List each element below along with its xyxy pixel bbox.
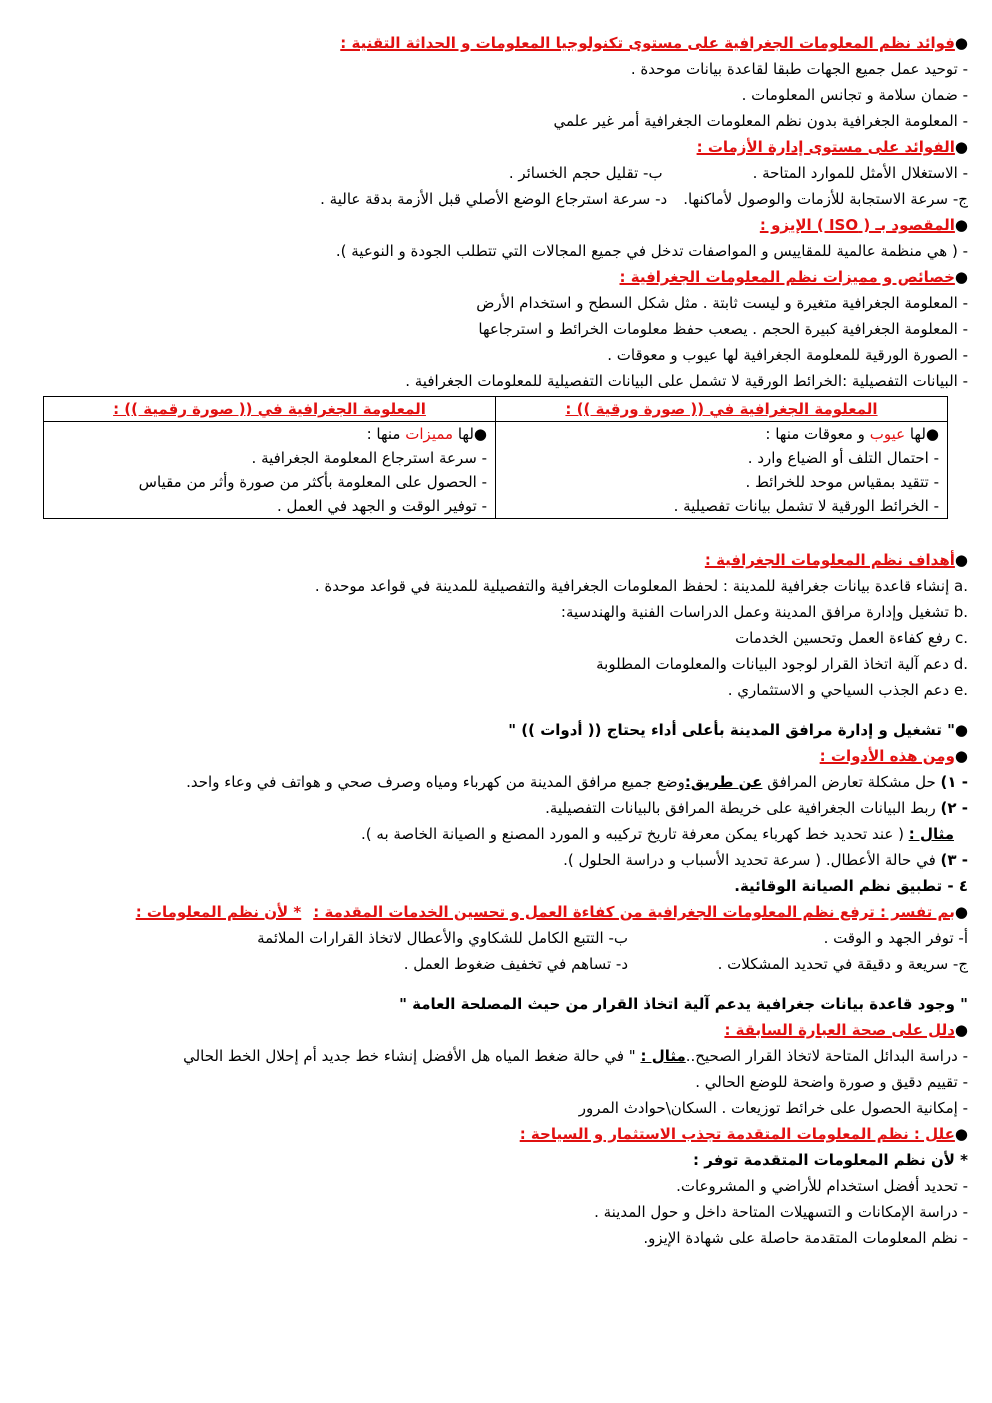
table-header-row: [44, 397, 948, 422]
table-cell-item: - الحصول على المعلومة بأكثر من صورة وأثر من مقياس: [138, 473, 487, 491]
list-item: - إمكانية الحصول على خرائط توزيعات . السكان\حوادث المرور: [578, 1099, 968, 1117]
list-item: - دراسة البدائل المتاحة لاتخاذ القرار الصحيح..مثال : " في حالة ضغط المياه هل الأفضل إنشاء خط جديد أم إحلال الخط الحالي: [183, 1047, 968, 1065]
list-item: - المعلومة الجغرافية متغيرة و ليست ثابتة . مثل شكل السطح و استخدام الأرض: [476, 294, 968, 312]
example-line: مثال : ( عند تحديد خط كهرباء يمكن معرفة تاريخ تركيبه و المورد المصنع و الصيانة الخاصة به ).: [361, 825, 954, 843]
list-item: c. رفع كفاءة العمل وتحسين الخدمات: [735, 629, 968, 647]
bullet-icon: ●: [954, 138, 968, 156]
quote-database: " وجود قاعدة بيانات جغرافية يدعم آلية اتخاذ القرار من حيث المصلحة العامة ": [399, 995, 968, 1013]
section-heading-prove: ●دلل على صحة العبارة السابقة :: [22, 1017, 968, 1043]
section-heading-iso: ●المقصود بـ ( ISO ) الإيزو :: [22, 212, 968, 238]
bullet-icon: ●: [954, 747, 968, 765]
list-item: ٤ - تطبيق نظم الصيانة الوقائية.: [734, 877, 968, 895]
list-item: - المعلومة الجغرافية كبيرة الحجم . يصعب حفظ معلومات الخرائط و استرجاعها: [478, 320, 968, 338]
bullet-icon: ●: [925, 425, 939, 443]
list-item: b. تشغيل وإدارة مرافق المدينة وعمل الدراسات الفنية والهندسية:: [560, 603, 968, 621]
list-item: - ١) حل مشكلة تعارض المرافق عن طريق:وضع جميع مرافق المدينة من كهرباء ومياه وصرف صحي و هواتف في وعاء واحد.: [186, 773, 968, 791]
bullet-icon: ●: [954, 268, 968, 286]
table-cell-item: - الخرائط الورقية لا تشمل بيانات تفصيلية .: [673, 497, 939, 515]
quote-tools: ●" تشغيل و إدارة مرافق المدينة بأعلى أداء يحتاج (( أدوات )) ": [22, 717, 968, 743]
comparison-table: [43, 396, 948, 519]
section-heading-gis-features: ●خصائص و مميزات نظم المعلومات الجغرافية :: [22, 264, 968, 290]
section-heading-explain: ●بم تفسر : ترفع نظم المعلومات الجغرافية من كفاءة العمل و تحسين الخدمات المقدمة :* لأن نظم المعلومات :: [22, 899, 968, 925]
bullet-icon: ●: [954, 1125, 968, 1143]
table-cell-item: - توفير الوقت و الجهد في العمل .: [277, 497, 487, 515]
table-cell-digital: [44, 422, 496, 519]
table-header-digital: المعلومة الجغرافية في (( صورة رقمية )) :: [44, 397, 496, 422]
table-cell-intro: ●لها مميزات منها :: [366, 425, 487, 443]
list-item: - تحديد أفضل استخدام للأراضي و المشروعات.: [676, 1177, 968, 1195]
bullet-icon: ●: [954, 1021, 968, 1039]
section-heading-justify: ●علل : نظم المعلومات المتقدمة تجذب الاستثمار و السياحة :: [22, 1121, 968, 1147]
list-item: e. دعم الجذب السياحي و الاستثماري .: [727, 681, 968, 699]
list-item: - دراسة الإمكانات و التسهيلات المتاحة داخل و حول المدينة .: [594, 1203, 968, 1221]
list-item: - ( هي منظمة عالمية للمقاييس و المواصفات تدخل في جميع المجالات التي تتطلب الجودة و النوعية ).: [335, 242, 968, 260]
bullet-icon: ●: [954, 903, 968, 921]
list-item: أ- توفر الجهد و الوقت .ب- التتبع الكامل للشكاوي والأعطال لاتخاذ القرارات الملائمة: [257, 929, 968, 947]
list-item: ج- سريعة و دقيقة في تحديد المشكلات .د- تساهم في تخفيف ضغوط العمل .: [403, 955, 968, 973]
list-item: - الصورة الورقية للمعلومة الجغرافية لها عيوب و معوقات .: [607, 346, 968, 364]
section-heading-crisis-benefits: ●الفوائد على مستوى إدارة الأزمات :: [22, 134, 968, 160]
list-item: - المعلومة الجغرافية بدون نظم المعلومات الجغرافية أمر غير علمي: [553, 112, 968, 130]
answer-line: * لأن نظم المعلومات المتقدمة توفر :: [693, 1151, 968, 1169]
table-cell-paper: [496, 422, 948, 519]
list-item: - نظم المعلومات المتقدمة حاصلة على شهادة الإيزو.: [643, 1229, 968, 1247]
list-item: d. دعم آلية اتخاذ القرار لوجود البيانات والمعلومات المطلوبة: [596, 655, 968, 673]
bullet-icon: ●: [954, 216, 968, 234]
table-row: [44, 422, 948, 519]
section-heading-it-benefits: ●فوائد نظم المعلومات الجغرافية على مستوى تكنولوجيا المعلومات و الحداثة التقنية :: [22, 30, 968, 56]
table-cell-item: - سرعة استرجاع المعلومة الجغرافية .: [251, 449, 487, 467]
bullet-icon: ●: [954, 721, 968, 739]
table-cell-item: - احتمال التلف أو الضياع وارد .: [747, 449, 939, 467]
table-header-paper: المعلومة الجغرافية في (( صورة ورقية )) :: [496, 397, 948, 422]
list-item: a. إنشاء قاعدة بيانات جغرافية للمدينة : لحفظ المعلومات الجغرافية والتفصيلية للمدينة في قواعد موحدة .: [314, 577, 968, 595]
bullet-icon: ●: [473, 425, 487, 443]
section-heading-gis-goals: ●أهداف نظم المعلومات الجغرافية :: [22, 547, 968, 573]
list-item: - الاستغلال الأمثل للموارد المتاحة .ب- تقليل حجم الخسائر .: [508, 164, 968, 182]
section-heading-tools: ●ومن هذه الأدوات :: [22, 743, 968, 769]
list-item: ج- سرعة الاستجابة للأزمات والوصول لأماكنها.د- سرعة استرجاع الوضع الأصلي قبل الأزمة بدقة عالية .: [320, 190, 968, 208]
bullet-icon: ●: [954, 551, 968, 569]
document-page: [22, 30, 968, 1251]
list-item: - ٣) في حالة الأعطال. ( سرعة تحديد الأسباب و دراسة الحلول ).: [563, 851, 968, 869]
list-item: - توحيد عمل جميع الجهات طبقا لقاعدة بيانات موحدة .: [630, 60, 968, 78]
list-item: - ضمان سلامة و تجانس المعلومات .: [741, 86, 968, 104]
list-item: - تقييم دقيق و صورة واضحة للوضع الحالي .: [695, 1073, 968, 1091]
bullet-icon: ●: [954, 34, 968, 52]
list-item: - البيانات التفصيلية :الخرائط الورقية لا تشمل على البيانات التفصيلية للمعلومات الجغرافية .: [405, 372, 968, 390]
table-cell-intro: ●لها عيوب و معوقات منها :: [765, 425, 939, 443]
list-item: - ٢) ربط البيانات الجغرافية على خريطة المرافق بالبيانات التفصيلية.: [545, 799, 968, 817]
table-cell-item: - تتقيد بمقياس موحد للخرائط .: [745, 473, 939, 491]
